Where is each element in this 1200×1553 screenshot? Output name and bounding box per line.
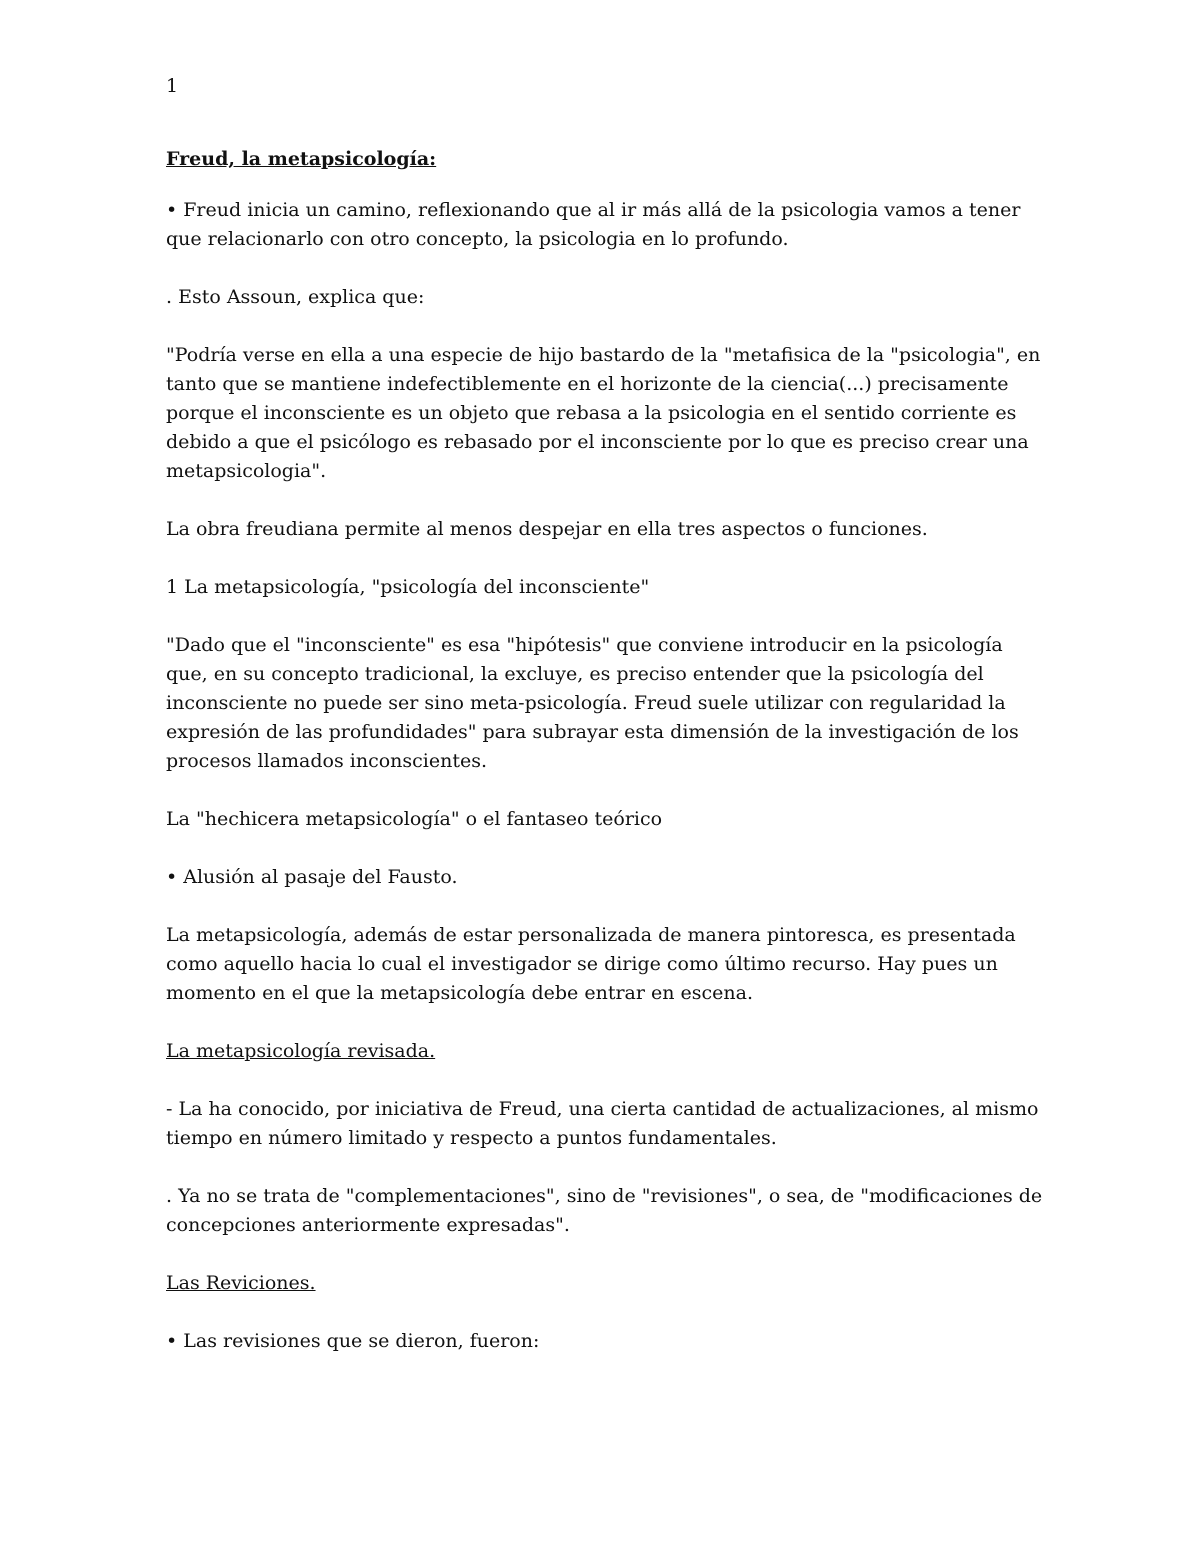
page-number: 1	[166, 75, 179, 97]
paragraph-revisiones: . Ya no se trata de "complementaciones", sino de "revisiones", o sea, de "modificaciones de concepciones anteriormente expresadas".	[166, 1185, 1043, 1236]
paragraph-ultimo-recurso: La metapsicología, además de estar personalizada de manera pintoresca, es presentada como aquello hacia lo cual el investigador se dirige como último recurso. Hay pues un momento en el que la metapsicología debe entrar en escena.	[166, 924, 1016, 1004]
subheading-hechicera-metapsicologia: La "hechicera metapsicología" o el fantaseo teórico	[166, 808, 663, 830]
subheading-psicologia-inconsciente: 1 La metapsicología, "psicología del inconsciente"	[166, 576, 650, 598]
paragraph-actualizaciones: - La ha conocido, por iniciativa de Freud, una cierta cantidad de actualizaciones, al mismo tiempo en número limitado y respecto a puntos fundamentales.	[166, 1098, 1039, 1149]
section-heading-reviciones: Las Reviciones.	[166, 1272, 316, 1294]
document-content	[166, 72, 1046, 1385]
quote-hipotesis-inconsciente: "Dado que el "inconsciente" es esa "hipótesis" que conviene introducir en la psicología que, en su concepto tradicional, la excluye, es preciso entender que la psicología del inconsciente no puede ser sino meta-psicología. Freud suele utilizar con regularidad la expresión de las profundidades" para subrayar esta dimensión de la investigación de los procesos llamados inconscientes.	[166, 634, 1019, 772]
section-heading-revisada: La metapsicología revisada.	[166, 1040, 436, 1062]
paragraph-assoun-intro: . Esto Assoun, explica que:	[166, 286, 425, 308]
paragraph-tres-aspectos: La obra freudiana permite al menos despejar en ella tres aspectos o funciones.	[166, 518, 928, 540]
document-title: Freud, la metapsicología:	[166, 148, 437, 170]
paragraph-revisiones-lista: • Las revisiones que se dieron, fueron:	[166, 1330, 540, 1352]
quote-hijo-bastardo: "Podría verse en ella a una especie de hijo bastardo de la "metafisica de la "psicologia", en tanto que se mantiene indefectiblemente en el horizonte de la ciencia(...) precisamente porque el inconsciente es un objeto que rebasa a la psicologia en el sentido corriente es debido a que el psicólogo es rebasado por el inconsciente por lo que es preciso crear una metapsicologia".	[166, 344, 1041, 482]
paragraph-freud-camino: • Freud inicia un camino, reflexionando que al ir más allá de la psicologia vamos a tener que relacionarlo con otro concepto, la psicologia en lo profundo.	[166, 199, 1021, 250]
paragraph-fausto: • Alusión al pasaje del Fausto.	[166, 866, 458, 888]
